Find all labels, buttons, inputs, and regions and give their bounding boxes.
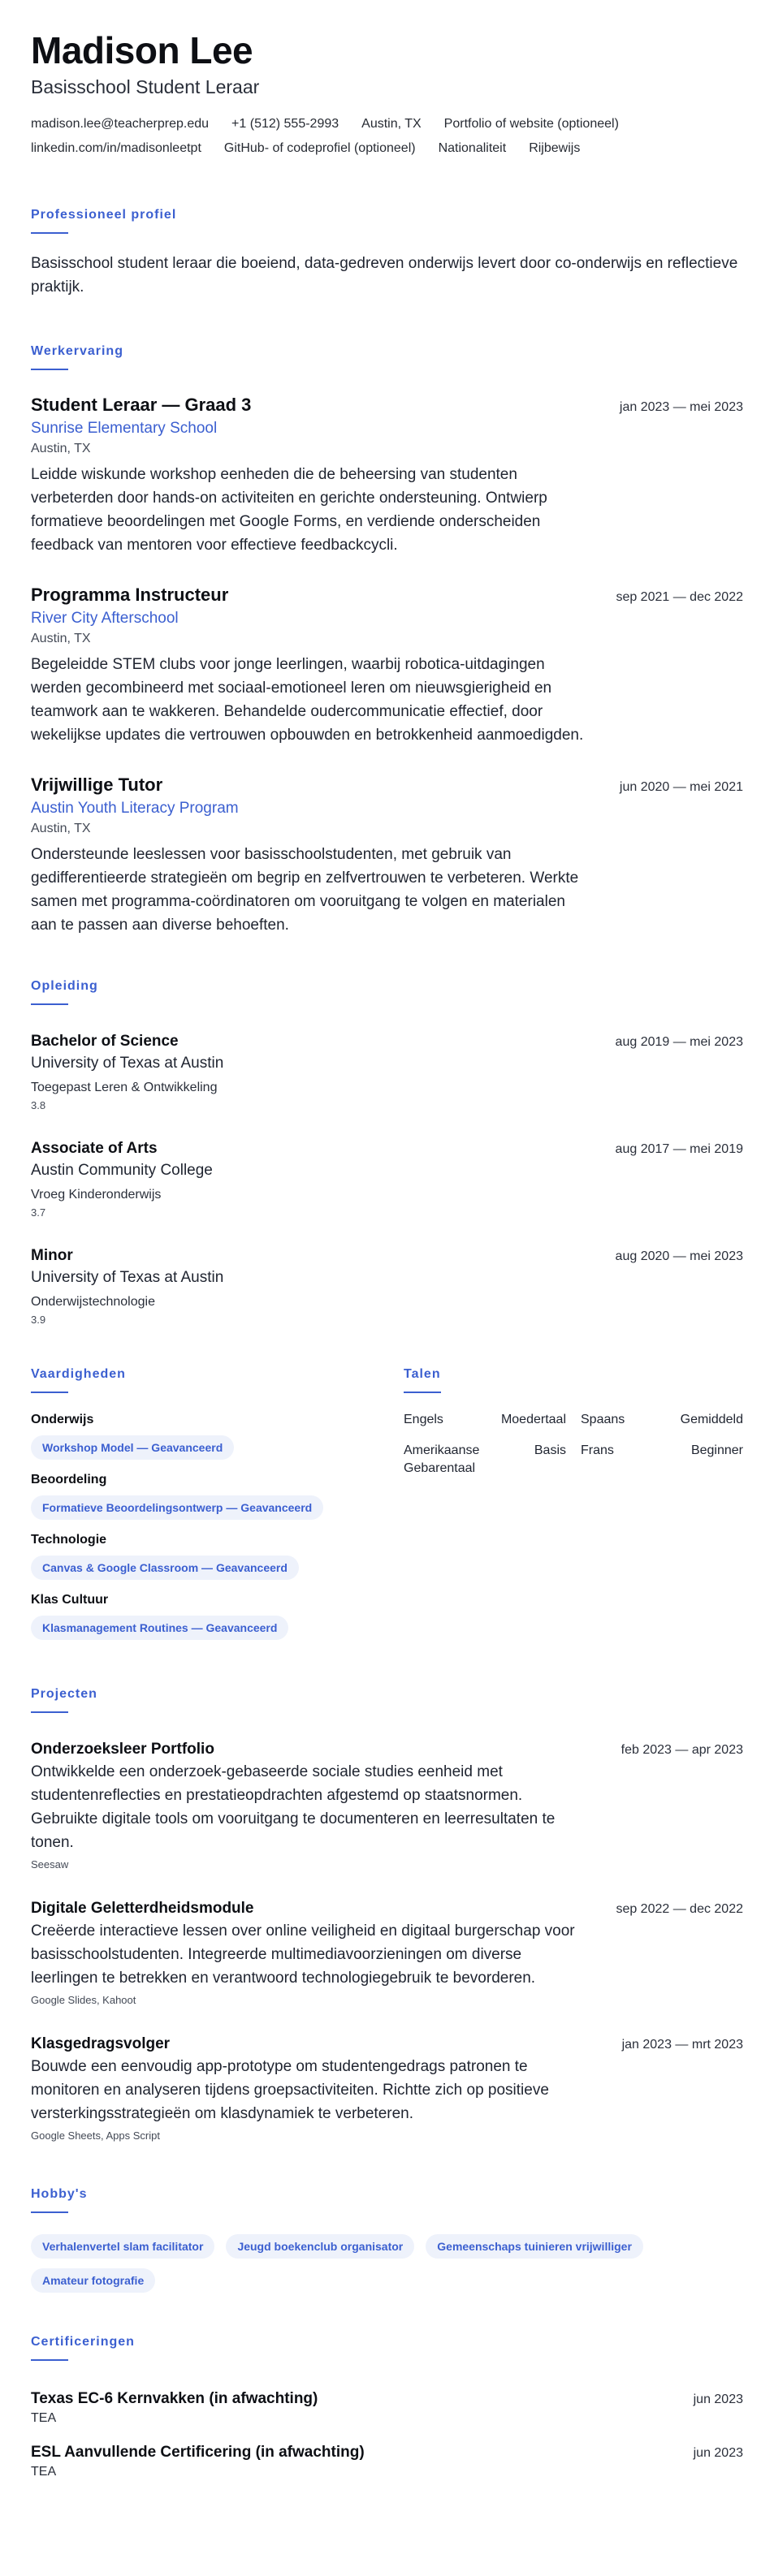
skill-pill: Canvas & Google Classroom — Geavanceerd bbox=[31, 1556, 299, 1580]
skill-category: Klas Cultuur bbox=[31, 1593, 109, 1607]
language-level: Gemiddeld bbox=[680, 1413, 743, 1426]
education-entry bbox=[31, 1245, 743, 1328]
section-divider bbox=[31, 2359, 68, 2361]
section-divider bbox=[31, 232, 68, 234]
section-title: Opleiding bbox=[31, 979, 98, 993]
candidate-name: Madison Lee bbox=[31, 29, 253, 71]
section-title: Projecten bbox=[31, 1687, 97, 1701]
skill-category: Technologie bbox=[31, 1533, 107, 1547]
project-date: feb 2023 — apr 2023 bbox=[620, 1743, 743, 1757]
job-location: Austin, TX bbox=[31, 822, 91, 835]
education-date: aug 2020 — mei 2023 bbox=[615, 1249, 743, 1263]
skill-pill: Workshop Model — Geavanceerd bbox=[31, 1435, 234, 1460]
employer-name: Austin Youth Literacy Program bbox=[31, 800, 239, 817]
experience-entry bbox=[31, 773, 743, 937]
language-level: Basis bbox=[534, 1443, 566, 1457]
project-description: Creëerde interactieve lessen over online veiligheid en digitaal burgerschap voor basisschoolstudenten. Integreerde multimediavoorzieningen om diverse leerlingen te betrekken en verantwoord technologiegebruik te bevorderen. bbox=[31, 1922, 575, 1987]
skills-column bbox=[31, 1366, 372, 1640]
project-date: jan 2023 — mrt 2023 bbox=[621, 2038, 743, 2052]
job-description: Begeleidde STEM clubs voor jonge leerlingen, waarbij robotica-uitdagingen werden gecombineerd met sociaal-emotioneel leren om nieuwsgierigheid en teamwork aan te wakkeren. Behandelde oudercommunicatie effectief, door wekelijkse updates die vertrouwen opbouwden en betrokkenheid aanmoedigden. bbox=[31, 656, 584, 744]
gpa: 3.8 bbox=[31, 1099, 46, 1111]
profile-section bbox=[31, 206, 743, 299]
contact-linkedin[interactable]: linkedin.com/in/madisonleetpt bbox=[31, 141, 201, 155]
section-title: Werkervaring bbox=[31, 344, 123, 358]
field-of-study: Onderwijstechnologie bbox=[31, 1295, 155, 1309]
job-description: Ondersteunde leeslessen voor basisschoolstudenten, met gebruik van gedifferentieerde strategieën om begrip en zelfvertrouwen te verbeteren. Werkte samen met programma-coördinatoren om vooruitgang te volgen en materialen aan te passen aan diverse behoeften. bbox=[31, 846, 579, 934]
certification-issuer: TEA bbox=[31, 2465, 57, 2479]
language-item bbox=[404, 1442, 566, 1478]
project-entry bbox=[31, 2034, 743, 2145]
hobby-pill: Amateur fotografie bbox=[31, 2268, 155, 2293]
project-tools: Google Slides, Kahoot bbox=[31, 1994, 136, 2006]
job-location: Austin, TX bbox=[31, 632, 91, 645]
school-name: Austin Community College bbox=[31, 1162, 213, 1179]
field-of-study: Vroeg Kinderonderwijs bbox=[31, 1188, 162, 1202]
section-title: Certificeringen bbox=[31, 2335, 135, 2349]
section-title: Vaardigheden bbox=[31, 1367, 126, 1381]
language-item bbox=[404, 1411, 566, 1429]
job-location: Austin, TX bbox=[31, 442, 91, 455]
hobby-pill: Verhalenvertel slam facilitator bbox=[31, 2234, 214, 2259]
project-date: sep 2022 — dec 2022 bbox=[616, 1902, 743, 1916]
certification-date: jun 2023 bbox=[693, 2393, 743, 2406]
language-name: Spaans bbox=[581, 1413, 625, 1426]
skills-languages-section bbox=[31, 1366, 743, 1640]
job-date: jan 2023 — mei 2023 bbox=[619, 400, 743, 414]
employer-name: Sunrise Elementary School bbox=[31, 420, 218, 437]
section-title: Professioneel profiel bbox=[31, 208, 177, 222]
experience-entry bbox=[31, 583, 743, 747]
job-date: sep 2021 — dec 2022 bbox=[616, 590, 743, 604]
contact-nationality: Nationaliteit bbox=[438, 141, 507, 155]
job-title: Vrijwillige Tutor bbox=[31, 775, 163, 795]
experience-section bbox=[31, 343, 743, 937]
language-name: Frans bbox=[581, 1443, 614, 1457]
contact-list bbox=[31, 115, 746, 157]
skill-pill: Klasmanagement Routines — Geavanceerd bbox=[31, 1616, 288, 1640]
education-date: aug 2017 — mei 2019 bbox=[615, 1142, 743, 1156]
certification-entry bbox=[31, 2442, 743, 2481]
language-name: Amerikaanse Gebarentaal bbox=[404, 1443, 480, 1475]
section-divider bbox=[31, 1711, 68, 1713]
skill-group bbox=[31, 1591, 372, 1640]
school-name: University of Texas at Austin bbox=[31, 1269, 224, 1286]
gpa: 3.7 bbox=[31, 1206, 46, 1219]
project-tools: Seesaw bbox=[31, 1858, 69, 1871]
language-name: Engels bbox=[404, 1413, 443, 1426]
section-title: Talen bbox=[404, 1367, 441, 1381]
school-name: University of Texas at Austin bbox=[31, 1055, 224, 1072]
certification-entry bbox=[31, 2388, 743, 2427]
contact-github[interactable]: GitHub- of codeprofiel (optioneel) bbox=[223, 141, 416, 155]
projects-section bbox=[31, 1685, 743, 2145]
certification-title: Texas EC-6 Kernvakken (in afwachting) bbox=[31, 2390, 318, 2407]
project-entry bbox=[31, 1898, 743, 2009]
certification-title: ESL Aanvullende Certificering (in afwachting) bbox=[31, 2444, 365, 2461]
job-title: Student Leraar — Graad 3 bbox=[31, 395, 252, 415]
language-item bbox=[581, 1442, 743, 1478]
skill-group bbox=[31, 1411, 372, 1460]
language-level: Moedertaal bbox=[500, 1413, 566, 1426]
contact-location: Austin, TX bbox=[361, 117, 422, 131]
languages-column bbox=[404, 1366, 743, 1640]
certifications-section bbox=[31, 2333, 743, 2481]
gpa: 3.9 bbox=[31, 1314, 46, 1326]
contact-drivers-license: Rijbewijs bbox=[529, 141, 581, 155]
degree-name: Minor bbox=[31, 1247, 73, 1264]
language-level: Beginner bbox=[690, 1443, 743, 1457]
project-description: Bouwde een eenvoudig app-prototype om studentengedrags patronen te monitoren en analyseren tijdens groepsactiviteiten. Richtte zich op positieve versterkingsstrategieën om klasdynamiek te verbeteren. bbox=[31, 2058, 549, 2122]
project-title: Digitale Geletterdheidsmodule bbox=[31, 1900, 254, 1917]
profile-summary: Basisschool student leraar die boeiend, data-gedreven onderwijs levert door co-onderwijs en reflectieve praktijk. bbox=[31, 255, 738, 296]
hobby-pill: Gemeenschaps tuinieren vrijwilliger bbox=[426, 2234, 643, 2259]
project-entry bbox=[31, 1739, 743, 1874]
section-divider bbox=[31, 1003, 68, 1005]
resume-header bbox=[31, 28, 743, 157]
job-title: Programma Instructeur bbox=[31, 585, 229, 605]
skill-category: Onderwijs bbox=[31, 1413, 94, 1426]
education-entry bbox=[31, 1138, 743, 1221]
education-date: aug 2019 — mei 2023 bbox=[615, 1035, 743, 1049]
education-entry bbox=[31, 1031, 743, 1114]
language-item bbox=[581, 1411, 743, 1429]
project-description: Ontwikkelde een onderzoek-gebaseerde sociale studies eenheid met studentenreflecties en prestatieopdrachten afgestemd op staatsnormen. Gebruikte digitale tools om vooruitgang te documenteren en leerresultaten te tonen. bbox=[31, 1763, 556, 1851]
job-description: Leidde wiskunde workshop eenheden die de beheersing van studenten verbeterden door hands-on activiteiten en gerichte ondersteuning. Ontwierp formatieve beoordelingen met Google Forms, en verdiende onderscheiden feedback van mentoren voor effectieve feedbackcycli. bbox=[31, 466, 547, 554]
contact-email[interactable]: madison.lee@teacherprep.edu bbox=[31, 117, 210, 131]
hobby-pill: Jeugd boekenclub organisator bbox=[226, 2234, 414, 2259]
section-title: Hobby's bbox=[31, 2187, 88, 2201]
education-section bbox=[31, 977, 743, 1328]
contact-phone[interactable]: +1 (512) 555-2993 bbox=[231, 117, 339, 131]
skill-group bbox=[31, 1531, 372, 1580]
degree-name: Associate of Arts bbox=[31, 1140, 158, 1157]
experience-entry bbox=[31, 393, 743, 557]
certification-issuer: TEA bbox=[31, 2411, 57, 2425]
project-title: Klasgedragsvolger bbox=[31, 2035, 171, 2052]
degree-name: Bachelor of Science bbox=[31, 1033, 179, 1050]
project-tools: Google Sheets, Apps Script bbox=[31, 2129, 160, 2142]
section-divider bbox=[31, 1392, 68, 1393]
section-divider bbox=[31, 2211, 68, 2213]
certification-date: jun 2023 bbox=[693, 2446, 743, 2460]
skill-group bbox=[31, 1471, 372, 1520]
project-title: Onderzoeksleer Portfolio bbox=[31, 1741, 214, 1758]
employer-name: River City Afterschool bbox=[31, 610, 179, 627]
job-date: jun 2020 — mei 2021 bbox=[619, 780, 743, 794]
field-of-study: Toegepast Leren & Ontwikkeling bbox=[31, 1081, 218, 1094]
skill-pill: Formatieve Beoordelingsontwerp — Geavanceerd bbox=[31, 1495, 323, 1520]
hobbies-section bbox=[31, 2186, 743, 2293]
section-divider bbox=[404, 1392, 441, 1393]
candidate-title: Basisschool Student Leraar bbox=[31, 76, 260, 97]
contact-portfolio[interactable]: Portfolio of website (optioneel) bbox=[443, 117, 619, 131]
section-divider bbox=[31, 369, 68, 370]
skill-category: Beoordeling bbox=[31, 1473, 107, 1486]
